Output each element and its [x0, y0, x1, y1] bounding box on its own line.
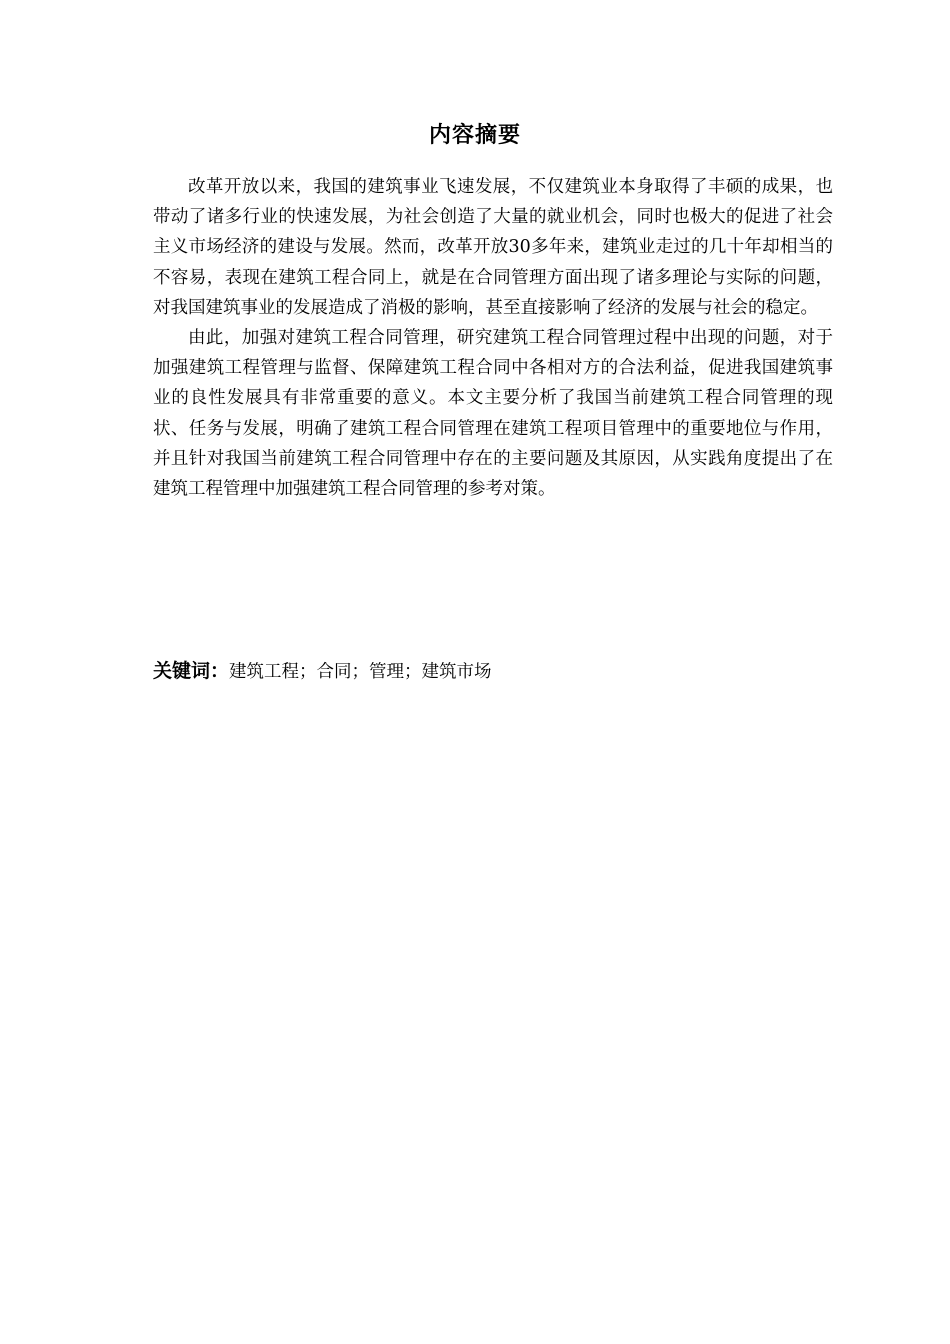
page-title: 内容摘要: [428, 123, 521, 148]
keywords-line: [153, 656, 833, 687]
abstract-body: [153, 172, 833, 504]
abstract-paragraph-2: 由此，加强对建筑工程合同管理，研究建筑工程合同管理过程中出现的问题，对于加强建筑工程管理与监督、保障建筑工程合同中各相对方的合法利益，促进我国建筑事业的良性发展具有非常重要的意义。本文主要分析了我国当前建筑工程合同管理的现状、任务与发展，明确了建筑工程合同管理在建筑工程项目管理中的重要地位与作用，并且针对我国当前建筑工程合同管理中存在的主要问题及其原因，从实践角度提出了在建筑工程管理中加强建筑工程合同管理的参考对策。: [153, 328, 833, 500]
keywords-value: 建筑工程；合同；管理；建筑市场: [229, 662, 492, 682]
keywords-label: 关键词：: [153, 660, 230, 682]
abstract-paragraph-1: 改革开放以来，我国的建筑事业飞速发展，不仅建筑业本身取得了丰硕的成果，也带动了诸多行业的快速发展，为社会创造了大量的就业机会，同时也极大的促进了社会主义市场经济的建设与发展。然而，改革开放30多年来，建筑业走过的几十年却相当的不容易，表现在建筑工程合同上，就是在合同管理方面出现了诸多理论与实际的问题，对我国建筑事业的发展造成了消极的影响，甚至直接影响了经济的发展与社会的稳定。: [153, 177, 833, 318]
